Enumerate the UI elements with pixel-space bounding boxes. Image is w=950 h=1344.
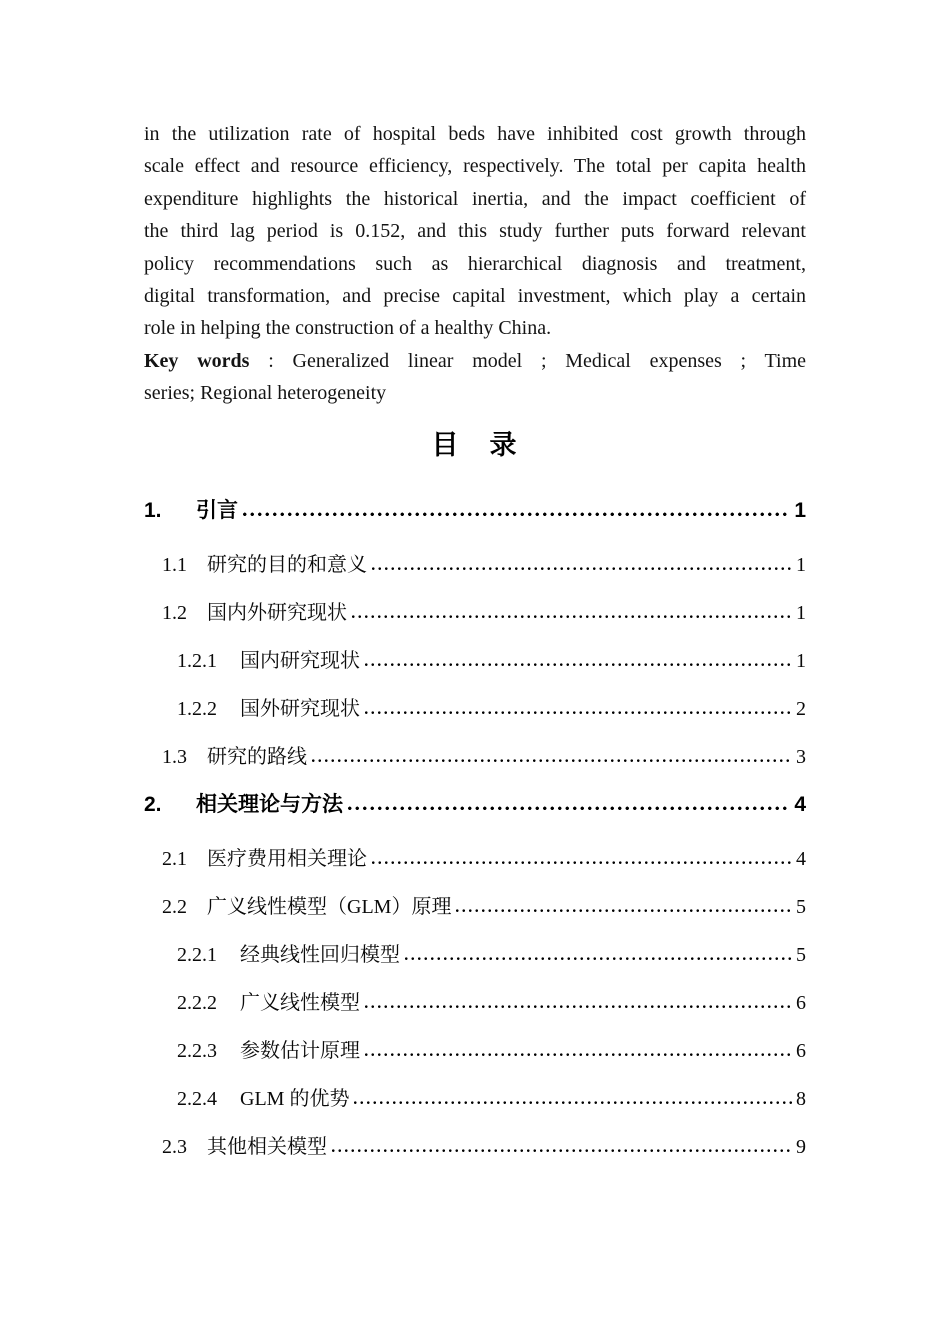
toc-entry-page: 4 bbox=[794, 792, 806, 816]
toc-entry-label: 国内外研究现状 bbox=[207, 601, 347, 624]
toc-entry-number: 2. bbox=[144, 792, 162, 816]
toc-entry-page: 6 bbox=[796, 1039, 806, 1062]
toc-entry-page: 4 bbox=[796, 847, 806, 870]
toc-entry[interactable] bbox=[144, 553, 806, 577]
toc-entry[interactable] bbox=[144, 697, 806, 721]
dot-leader bbox=[352, 1097, 792, 1105]
dot-leader bbox=[363, 1001, 792, 1009]
toc-entry-label: 其他相关模型 bbox=[207, 1135, 327, 1158]
keywords-line bbox=[144, 345, 806, 377]
abstract-line: digital transformation, and precise capital investment, which play a certain bbox=[144, 285, 806, 308]
toc-entry-label: 经典线性回归模型 bbox=[240, 943, 400, 966]
toc-entry-number: 1.3 bbox=[162, 745, 187, 768]
toc-entry-number: 2.2.3 bbox=[177, 1039, 217, 1062]
keywords-label: Key words bbox=[144, 349, 250, 372]
toc-entry-page: 8 bbox=[796, 1087, 806, 1110]
toc-entry-number: 2.2 bbox=[162, 895, 187, 918]
toc-entry[interactable] bbox=[144, 847, 806, 871]
dot-leader bbox=[346, 802, 790, 811]
keywords-text: : Generalized linear model ; Medical expenses ; Time bbox=[249, 349, 806, 372]
toc-entry-page: 5 bbox=[796, 943, 806, 966]
dot-leader bbox=[310, 755, 792, 763]
toc-entry-page: 1 bbox=[796, 553, 806, 576]
toc-entry-number: 2.2.1 bbox=[177, 943, 217, 966]
toc-entry[interactable] bbox=[144, 1135, 806, 1159]
toc-entry-label: 研究的路线 bbox=[207, 745, 307, 768]
keywords-line-2: series; Regional heterogeneity bbox=[144, 382, 387, 405]
toc-entry[interactable] bbox=[144, 499, 806, 523]
toc-entry-label: 参数估计原理 bbox=[240, 1039, 360, 1062]
dot-leader bbox=[330, 1145, 792, 1153]
abstract-line: role in helping the construction of a healthy China. bbox=[144, 317, 552, 340]
toc-entry-page: 5 bbox=[796, 895, 806, 918]
toc-entry-number: 2.1 bbox=[162, 847, 187, 870]
dot-leader bbox=[370, 563, 792, 571]
dot-leader bbox=[363, 1049, 792, 1057]
dot-leader bbox=[363, 707, 792, 715]
toc-entry-page: 6 bbox=[796, 991, 806, 1014]
toc-entry-number: 1. bbox=[144, 498, 162, 522]
toc-entry-page: 1 bbox=[796, 601, 806, 624]
abstract-line: scale effect and resource efficiency, respectively. The total per capita health bbox=[144, 155, 806, 178]
toc-entry[interactable] bbox=[144, 745, 806, 769]
dot-leader bbox=[241, 508, 790, 517]
toc-entry[interactable] bbox=[144, 943, 806, 967]
dot-leader bbox=[350, 611, 792, 619]
toc-entry-label: 广义线性模型（GLM）原理 bbox=[207, 895, 452, 918]
abstract-line: in the utilization rate of hospital beds have inhibited cost growth through bbox=[144, 123, 806, 145]
abstract-paragraph bbox=[144, 118, 806, 345]
toc-entry-page: 1 bbox=[794, 498, 806, 522]
toc-entry-number: 2.2.4 bbox=[177, 1087, 217, 1110]
toc-entry-label: GLM 的优势 bbox=[240, 1087, 350, 1110]
toc-entry[interactable] bbox=[144, 601, 806, 625]
abstract-line: policy recommendations such as hierarchical diagnosis and treatment, bbox=[144, 252, 806, 275]
toc-entry-label: 相关理论与方法 bbox=[196, 792, 343, 816]
toc-entry-number: 1.1 bbox=[162, 553, 187, 576]
toc-entry-page: 2 bbox=[796, 697, 806, 720]
toc-entry[interactable] bbox=[144, 649, 806, 673]
toc-entry-number: 1.2.2 bbox=[177, 697, 217, 720]
toc-entry-page: 1 bbox=[796, 649, 806, 672]
toc-title: 目 录 bbox=[431, 429, 519, 460]
abstract-line: expenditure highlights the historical inertia, and the impact coefficient of bbox=[144, 187, 806, 210]
toc-entry[interactable] bbox=[144, 991, 806, 1015]
toc-entry[interactable] bbox=[144, 895, 806, 919]
dot-leader bbox=[403, 953, 792, 961]
toc-entry[interactable] bbox=[144, 1087, 806, 1111]
abstract-line: the third lag period is 0.152, and this study further puts forward relevant bbox=[144, 220, 806, 243]
toc-entry-number: 1.2 bbox=[162, 601, 187, 624]
toc-entry-page: 3 bbox=[796, 745, 806, 768]
dot-leader bbox=[363, 659, 792, 667]
dot-leader bbox=[454, 905, 792, 913]
toc-entry-number: 2.2.2 bbox=[177, 991, 217, 1014]
toc-entry-label: 引言 bbox=[196, 498, 238, 522]
toc-entry[interactable] bbox=[144, 1039, 806, 1063]
toc-entry-number: 1.2.1 bbox=[177, 649, 217, 672]
toc-entry-label: 国内研究现状 bbox=[240, 649, 360, 672]
toc-list bbox=[144, 499, 806, 1159]
toc-entry-label: 广义线性模型 bbox=[240, 991, 360, 1014]
dot-leader bbox=[370, 857, 792, 865]
toc-entry[interactable] bbox=[144, 793, 806, 817]
toc-entry-label: 研究的目的和意义 bbox=[207, 553, 367, 576]
toc-entry-number: 2.3 bbox=[162, 1135, 187, 1158]
toc-entry-label: 国外研究现状 bbox=[240, 697, 360, 720]
toc-entry-page: 9 bbox=[796, 1135, 806, 1158]
toc-entry-label: 医疗费用相关理论 bbox=[207, 847, 367, 870]
